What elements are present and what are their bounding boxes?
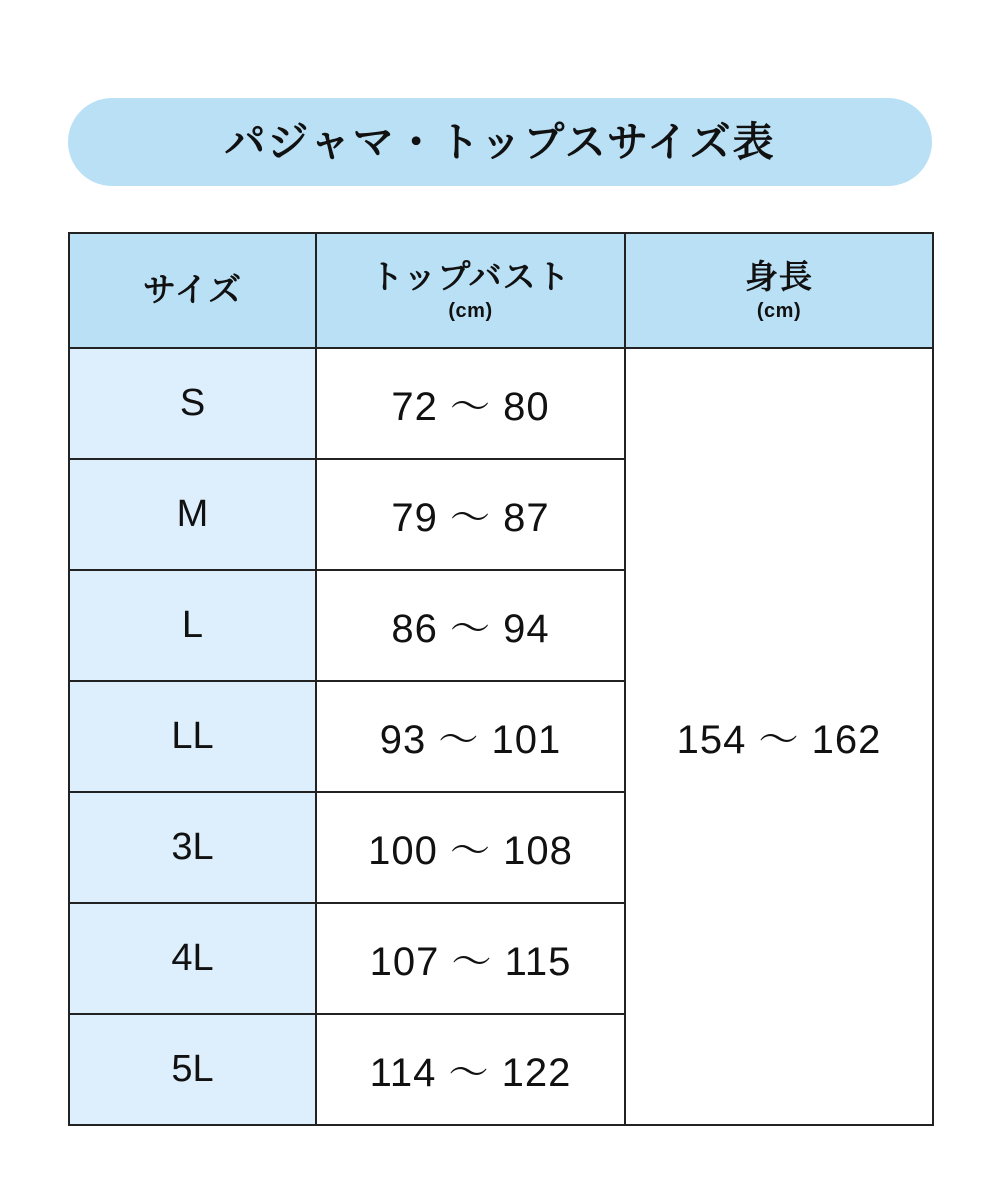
page-title: パジャマ・トップスサイズ表 [224,118,776,165]
size-table [68,232,934,1126]
column-header-size [69,233,316,348]
cell-size: 3L [69,792,316,903]
table-header [69,233,933,348]
column-header-bust [316,233,625,348]
cell-bust: 100 〜 108 [316,792,625,903]
cell-size: M [69,459,316,570]
cell-bust: 86 〜 94 [316,570,625,681]
cell-bust: 114 〜 122 [316,1014,625,1125]
column-header-size-label: サイズ [142,271,243,309]
cell-height-all: 154 〜 162 [625,348,933,1125]
table-body [69,348,933,1125]
column-header-height [625,233,933,348]
cell-bust: 72 〜 80 [316,348,625,459]
column-header-bust-label: トップバスト [370,258,571,296]
page-title-banner [68,98,932,186]
cell-size: 4L [69,903,316,1014]
column-header-height-unit: (cm) [756,299,802,322]
table-row [69,348,933,459]
cell-size: S [69,348,316,459]
cell-size: 5L [69,1014,316,1125]
cell-bust: 79 〜 87 [316,459,625,570]
cell-size: LL [69,681,316,792]
cell-bust: 107 〜 115 [316,903,625,1014]
cell-bust: 93 〜 101 [316,681,625,792]
column-header-bust-unit: (cm) [448,299,493,322]
column-header-height-label: 身長 [745,258,813,296]
table-header-row [69,233,933,348]
cell-size: L [69,570,316,681]
